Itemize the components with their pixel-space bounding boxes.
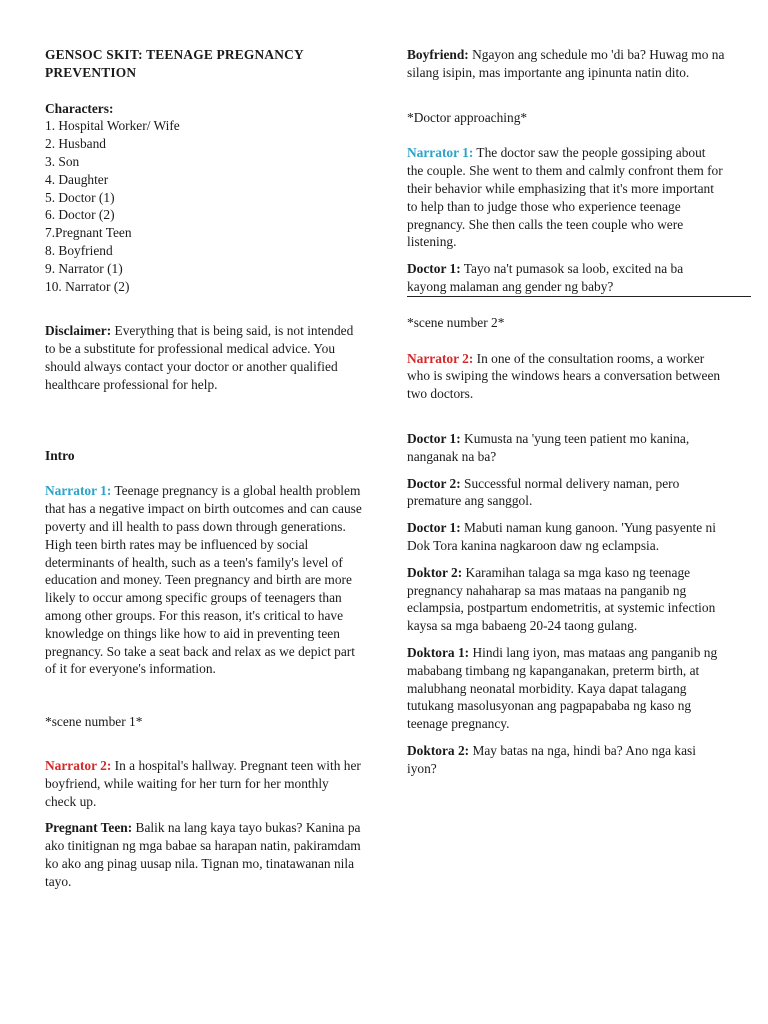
dialogue-text: Balik na lang kaya tayo bukas? Kanina pa ako tinitignan ng mga babae sa harapan natin, pakiramdam ko ako ang pinag uusap nila. Tignan mo, tinatawanan nila tayo. — [45, 820, 361, 889]
speaker-label: Narrator 2: — [45, 757, 112, 773]
dialogue-text: Hindi lang iyon, mas mataas ang panganib ng mababang timbang ng kapanganakan, preterm birth, at malubhang neonatal morbidity. Kaya dapat talagang tutukang masolusyonan ang pagpapababa ng kaso ng teenage pregnancy. — [407, 644, 718, 732]
scene-marker: *scene number 2* — [407, 314, 505, 330]
dialogue-block — [45, 757, 363, 810]
dialogue-text: In one of the consultation rooms, a worker who is swiping the windows hears a conversation between two doctors. — [407, 350, 721, 402]
disclaimer-label: Disclaimer: — [45, 323, 112, 339]
list-item: 9. Narrator (1) — [45, 260, 123, 276]
divider — [407, 296, 751, 297]
dialogue-block — [407, 742, 725, 778]
speaker-label: Pregnant Teen: — [45, 820, 133, 836]
intro-heading: Intro — [45, 447, 75, 463]
dialogue-text: Mabuti naman kung ganoon. 'Yung pasyente ni Dok Tora kanina nagkaroon daw ng eclampsia. — [407, 520, 716, 553]
speaker-label: Doktor 2: — [407, 564, 463, 580]
dialogue-block — [45, 819, 363, 890]
dialogue-block — [45, 482, 363, 678]
page-title: GENSOC SKIT: TEENAGE PREGNANCY PREVENTION — [45, 47, 304, 80]
speaker-label: Doctor 1: — [407, 520, 461, 536]
dialogue-text: Ngayon ang schedule mo 'di ba? Huwag mo na silang isipin, mas importante ang ipinunta natin dito. — [407, 47, 725, 80]
list-item: 1. Hospital Worker/ Wife — [45, 118, 180, 134]
list-item: 5. Doctor (1) — [45, 189, 115, 205]
dialogue-block — [407, 144, 725, 251]
speaker-label: Narrator 1: — [407, 145, 474, 161]
disclaimer — [45, 322, 363, 393]
dialogue-block — [407, 644, 725, 733]
characters-list — [45, 117, 363, 295]
dialogue-text: Karamihan talaga sa mga kaso ng teenage pregnancy nahaharap sa mas mataas na panganib ng eclampsia, postpartum endometritis, at systemic infection kaysa sa mga babaeng 20-24 taong gulang. — [407, 564, 716, 634]
list-item: 3. Son — [45, 153, 80, 169]
right-column — [407, 46, 725, 778]
speaker-label: Doktora 1: — [407, 644, 470, 660]
speaker-label: Narrator 2: — [407, 350, 474, 366]
dialogue-block — [407, 519, 725, 555]
list-item: 2. Husband — [45, 136, 106, 152]
scene-marker: *scene number 1* — [45, 714, 143, 730]
dialogue-block — [407, 260, 725, 296]
characters-heading: Characters: — [45, 100, 114, 116]
speaker-label: Narrator 1: — [45, 483, 112, 499]
dialogue-block — [407, 475, 725, 511]
dialogue-text: Kumusta na 'yung teen patient mo kanina, nanganak na ba? — [407, 430, 690, 464]
dialogue-text: Successful normal delivery naman, pero premature ang sanggol. — [407, 475, 680, 509]
speaker-label: Doctor 2: — [407, 475, 461, 491]
dialogue-block — [407, 430, 725, 466]
dialogue-text: Tayo na't pumasok sa loob, excited na ba kayong malaman ang gender ng baby? — [407, 261, 684, 294]
dialogue-text: In a hospital's hallway. Pregnant teen with her boyfriend, while waiting for her turn for her monthly check up. — [45, 757, 361, 809]
left-column — [45, 46, 363, 890]
list-item: 4. Daughter — [45, 171, 109, 187]
speaker-label: Boyfriend: — [407, 47, 469, 62]
dialogue-block — [407, 46, 725, 82]
speaker-label: Doktora 2: — [407, 742, 470, 758]
speaker-label: Doctor 1: — [407, 430, 461, 446]
list-item: 10. Narrator (2) — [45, 278, 130, 294]
list-item: 6. Doctor (2) — [45, 207, 115, 223]
dialogue-block — [407, 564, 725, 635]
dialogue-text: Teenage pregnancy is a global health problem that has a negative impact on birth outcomes and can cause poverty and ill health to pass down through generations. High teen birth rates may be influenced by social determinants of health, such as a teen's family's level of education and money. Teen pregnancy and birth are more likely to occur among specific groups of teenagers than among other groups. For this reason, it's critical to have knowledge on things like how to aid in preventing teen pregnancy. So take a seat back and relax as we depict part of it for everyone's information. — [45, 483, 362, 677]
dialogue-text: The doctor saw the people gossiping about the couple. She went to them and calmly confront them for their behavior while emphasizing that it's more important to help than to judge those who experience teenage pregnancy. She then calls the teen couple who were listening. — [407, 145, 723, 250]
speaker-label: Doctor 1: — [407, 261, 461, 277]
list-item: 8. Boyfriend — [45, 242, 113, 258]
dialogue-text: May batas na nga, hindi ba? Ano nga kasi iyon? — [407, 742, 696, 776]
disclaimer-text: Everything that is being said, is not intended to be a substitute for professional medical advice. You should always contact your doctor or another qualified healthcare professional for help. — [45, 323, 354, 392]
list-item: 7.Pregnant Teen — [45, 225, 132, 241]
scene-marker: *Doctor approaching* — [407, 109, 528, 125]
dialogue-block — [407, 350, 725, 403]
